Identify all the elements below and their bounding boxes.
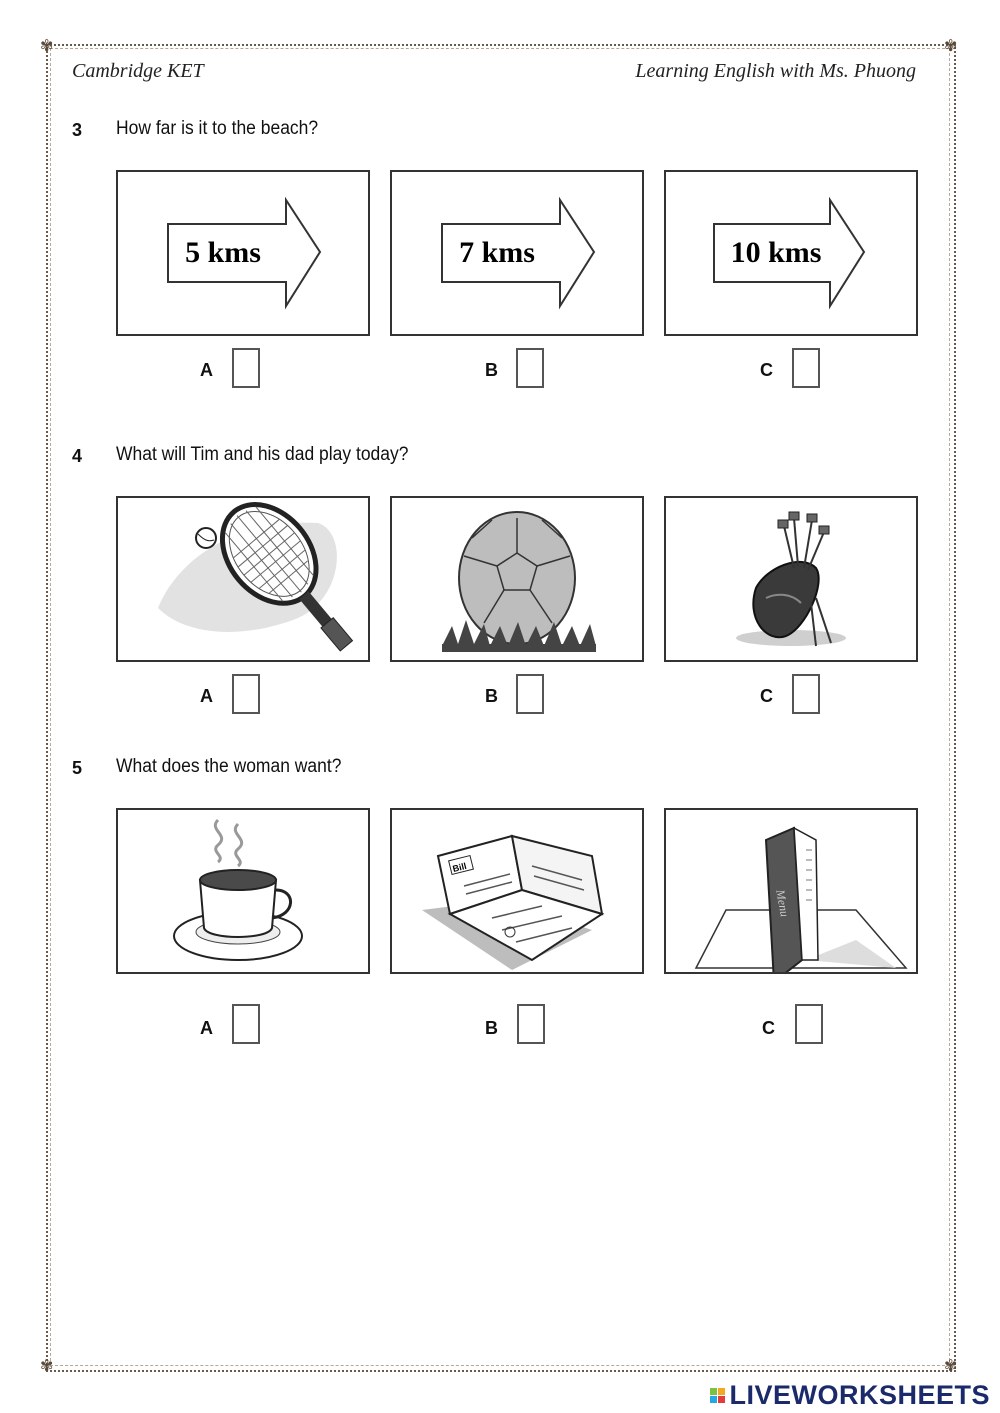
logo-grid-icon (710, 1388, 725, 1403)
question-number: 5 (72, 758, 83, 778)
option-a-picture[interactable] (116, 808, 370, 974)
answer-box[interactable] (232, 1004, 260, 1044)
golf-bag-icon (666, 498, 916, 660)
corner-ornament-icon: ✾ (944, 36, 958, 55)
question-text: What will Tim and his dad play today? (116, 444, 409, 465)
option-letter: B (485, 686, 498, 706)
answer-box[interactable] (792, 348, 820, 388)
answer-box[interactable] (792, 674, 820, 714)
question-text: What does the woman want? (116, 756, 342, 777)
option-letter: B (485, 360, 498, 380)
bill-label: Bill (451, 860, 468, 874)
distance-arrow-icon (392, 172, 642, 334)
option-c-picture[interactable] (664, 170, 918, 336)
brand-name: LIVEWORKSHEETS (729, 1380, 990, 1410)
liveworksheets-logo (710, 1380, 990, 1411)
football-icon (392, 498, 642, 660)
option-letter: C (760, 686, 773, 706)
question-number: 3 (72, 120, 83, 140)
menu-label: Menu (773, 888, 792, 918)
answer-box[interactable] (232, 674, 260, 714)
option-b-picture[interactable] (390, 808, 644, 974)
option-letter: C (762, 1018, 775, 1038)
coffee-cup-icon (118, 810, 368, 974)
option-b-picture[interactable] (390, 496, 644, 662)
answer-box[interactable] (232, 348, 260, 388)
distance-arrow-icon (118, 172, 368, 334)
tennis-racket-icon (118, 498, 368, 660)
option-a-picture[interactable] (116, 496, 370, 662)
option-letter: A (200, 360, 213, 380)
answer-box[interactable] (795, 1004, 823, 1044)
option-c-picture[interactable] (664, 808, 918, 974)
arrow-label: 5 kms (185, 236, 261, 269)
option-letter: B (485, 1018, 498, 1038)
corner-ornament-icon: ✾ (40, 36, 54, 55)
header-right: Learning English with Ms. Phuong (635, 60, 916, 82)
option-letter: A (200, 1018, 213, 1038)
arrow-label: 7 kms (459, 236, 535, 269)
arrow-label: 10 kms (730, 236, 822, 269)
distance-arrow-icon (666, 172, 916, 334)
corner-ornament-icon: ✾ (40, 1356, 54, 1375)
question-number: 4 (72, 446, 83, 466)
corner-ornament-icon: ✾ (944, 1356, 958, 1375)
answer-box[interactable] (517, 1004, 545, 1044)
option-a-picture[interactable] (116, 170, 370, 336)
option-letter: A (200, 686, 213, 706)
answer-box[interactable] (516, 348, 544, 388)
answer-box[interactable] (516, 674, 544, 714)
question-text: How far is it to the beach? (116, 118, 319, 139)
header-left: Cambridge KET (72, 60, 204, 82)
option-c-picture[interactable] (664, 496, 918, 662)
bill-icon (392, 810, 644, 974)
option-letter: C (760, 360, 773, 380)
menu-icon (666, 810, 916, 974)
option-b-picture[interactable] (390, 170, 644, 336)
